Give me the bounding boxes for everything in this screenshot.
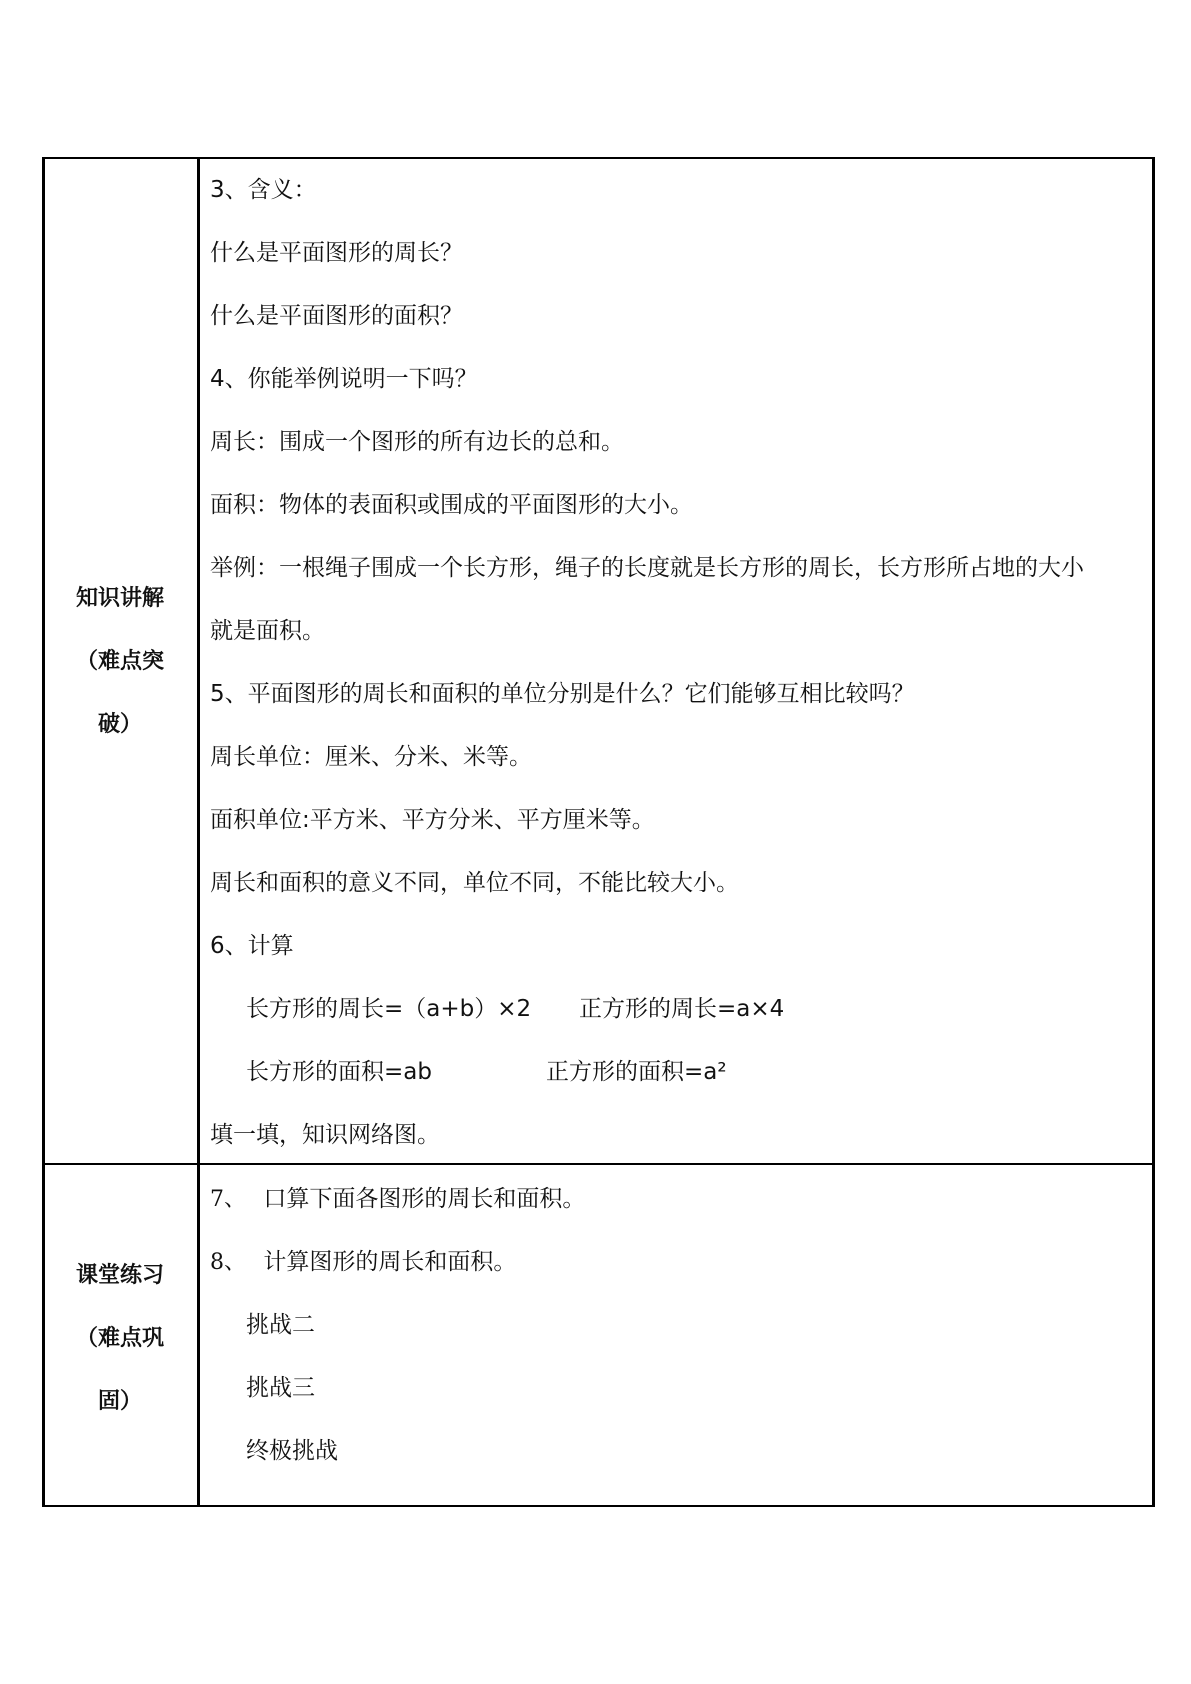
table-row-divider: [42, 1163, 1155, 1165]
formula-rect-area: 长方形的面积=ab: [246, 1059, 432, 1085]
formula-square-area: 正方形的面积=a²: [546, 1059, 727, 1085]
content-line: 周长单位：厘米、分米、米等。: [210, 744, 532, 770]
table-top-border: [42, 157, 1155, 159]
exercise-text: 口算下面各图形的周长和面积。: [263, 1186, 586, 1212]
content-line: 什么是平面图形的面积？: [210, 303, 463, 329]
content-line: 3、含义：: [210, 177, 317, 203]
content-line: 填一填，知识网络图。: [210, 1122, 440, 1148]
section-label-practice: [42, 1244, 198, 1433]
exercise-text: 计算图形的周长和面积。: [263, 1249, 517, 1275]
label-line: 课堂练习: [75, 1263, 164, 1288]
content-line: 5、平面图形的周长和面积的单位分别是什么？它们能够互相比较吗？: [210, 681, 915, 707]
formula-square-perimeter: 正方形的周长=a×4: [579, 996, 785, 1022]
exercise-item: [210, 1247, 516, 1278]
challenge-item: 挑战二: [246, 1312, 315, 1338]
challenge-item: 挑战三: [246, 1375, 315, 1401]
exercise-item: [210, 1184, 585, 1215]
table-bottom-border: [42, 1505, 1155, 1507]
content-line: 周长和面积的意义不同，单位不同，不能比较大小。: [210, 870, 739, 896]
label-line: 知识讲解: [75, 586, 164, 611]
exercise-number: 8、: [210, 1250, 246, 1275]
content-line: 就是面积。: [210, 618, 325, 644]
label-line: （难点突: [75, 649, 164, 674]
content-line: 面积单位:平方米、平方分米、平方厘米等。: [210, 807, 655, 833]
content-line: 4、你能举例说明一下吗？: [210, 366, 478, 392]
formula-rect-perimeter: 长方形的周长=（a+b）×2: [246, 996, 532, 1022]
content-line: 6、计算: [210, 933, 294, 959]
label-line: （难点巩: [75, 1326, 164, 1351]
content-line: 面积：物体的表面积或围成的平面图形的大小。: [210, 492, 693, 518]
challenge-item: 终极挑战: [246, 1438, 338, 1464]
content-line: 举例：一根绳子围成一个长方形，绳子的长度就是长方形的周长，长方形所占地的大小: [210, 555, 1084, 581]
section-label-knowledge: [42, 567, 198, 756]
table-right-border: [1152, 157, 1155, 1507]
label-line: 破）: [97, 712, 142, 737]
label-line: 固）: [97, 1389, 142, 1414]
content-line: 什么是平面图形的周长？: [210, 240, 463, 266]
exercise-number: 7、: [210, 1187, 246, 1212]
content-line: 周长：围成一个图形的所有边长的总和。: [210, 429, 624, 455]
